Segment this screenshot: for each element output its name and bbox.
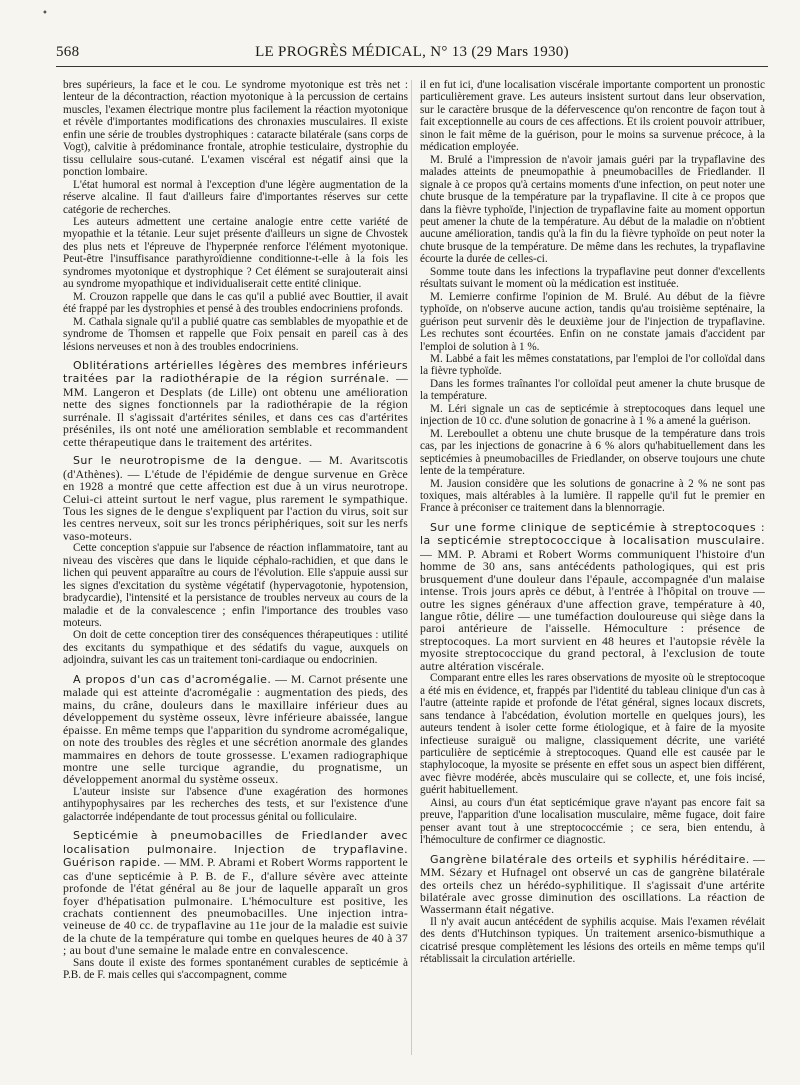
section-body: — MM. P. Abrami et Robert Worms rapportent le cas d'une septicémie à P. B. de F., d'allure sévère avec atteinte profonde de l'état général au 8e jour de laquelle apparaît un gros foyer d'hépatisation pulmonaire. L'hémoculture est positive, les crachats contiennent des pneumobacilles. Une injection intra-veineuse de 40 cc. de trypaflavine au 11e jour de la maladie est suivie de la chute de la température qui tombe en quelques heures de 40 à 37 ; au bout d'une semaine le malade entre en convalescence.	[63, 855, 408, 958]
section-body: — MM. Sézary et Hufnagel ont observé un cas de gangrène bilatérale des orteils chez un hérédo-syphilitique. Il s'agissait d'une artérite bilatérale avec grosse diminution des oscillations. La réaction de Wassermann était négative.	[420, 851, 765, 917]
body-paragraph: M. Brulé a l'impression de n'avoir jamais guéri par la trypaflavine des malades atteints de pneumopathie à pneumobacilles de Friedlander. Il signale à ce propos qu'à certains moments d'une infection, on peut noter une chute brusque de la température par la trypaflavine. Il cite à ce propos que dans la fièvre typhoïde, l'injection de trypaflavine faite au moment opportun peut amener la chute de la température. Au début de la maladie on n'obtient aucune amélioration, tandis qu'à la fin du la fièvre typhoïde on peut noter la chute brusque de la température. De même dans les rechutes, la trypaflavine écourte la durée de celles-ci.	[420, 153, 765, 266]
section-heading: Gangrène bilatérale des orteils et syphilis héréditaire.	[430, 852, 750, 866]
section-paragraph	[420, 521, 765, 672]
section-heading: Septicémie à pneumobacilles de Friedlander avec localisation pulmonaire. Injection de trypaflavine. Guérison rapide.	[63, 829, 408, 870]
running-title: LE PROGRÈS MÉDICAL, N° 13 (29 Mars 1930)	[255, 44, 569, 60]
body-paragraph: Les auteurs admettent une certaine analogie entre cette variété de myopathie et la tétanie. Leur sujet présente d'ailleurs un signe de Chvostek des plus nets et l'épreuve de l'hyperpnée renforce l'élément myotonique. Peut-être l'insuffisance parathyroïdienne conditionne-t-elle à la fois les syndromes myotonique et dystrophique ? Cet élément se surajouterait ainsi au syndrome myopathique et individualiserait cette entité clinique.	[63, 215, 408, 291]
body-paragraph: M. Cathala signale qu'il a publié quatre cas semblables de myopathie et de syndrome de Thomsen et rappelle que Foix pensait en pareil cas à des lésions nerveuses et non à des troubles endocriniens.	[63, 315, 408, 353]
body-paragraph: M. Lereboullet a obtenu une chute brusque de la température dans trois cas, par les injections de gonacrine à 6 % alors qu'habituellement dans les septicémies à pneumobacilles de Friedlander, on observe toujours une chute lente de la température.	[420, 427, 765, 478]
section-paragraph	[63, 359, 408, 448]
body-paragraph: M. Lemierre confirme l'opinion de M. Brulé. Au début de la fièvre typhoïde, on n'observe aucune action, tandis qu'au troisième septénaire, la guérison peut survenir dès le deuxième jour de l'injection de trypaflavine. Les rechutes sont écourtées. Enfin on ne constate jamais d'accident par l'emploi de solution à 1 %.	[420, 290, 765, 353]
body-paragraph: Sans doute il existe des formes spontanément curables de septicémie à P.B. de F. mais celles qui s'accompagnent, comme	[63, 956, 408, 982]
body-paragraph: L'auteur insiste sur l'absence d'une exagération des hormones antihypophysaires par les recherches des tests, et sur l'existence d'une galactorrée indépendante de tout processus génital ou folliculaire.	[63, 785, 408, 823]
body-paragraph: M. Léri signale un cas de septicémie à streptocoques dans lequel une injection de 10 cc. d'une solution de gonacrine à 1 % a amené la guérison.	[420, 402, 765, 428]
header-rule	[56, 66, 768, 67]
body-paragraph: M. Jausion considère que les solutions de gonacrine à 2 % ne sont pas toxiques, mais altérables à la lumière. Il rappelle qu'il fut le premier en France à préconiser ce traitement dans la blennorragie.	[420, 477, 765, 515]
body-paragraph: Cette conception s'appuie sur l'absence de réaction inflammatoire, tant au niveau des viscères que dans le liquide céphalo-rachidien, et que dans le lichen qui peuvent apparaître au cours de l'évolution. Elle s'appuie aussi sur les signes d'excitation du système végétatif (hypervagotonie, hypotension, bradycardie), l'intensité et la persistance de troubles nerveux au cours de la maladie et de la convalescence ; enfin l'importance des troubles vaso moteurs.	[63, 542, 408, 630]
body-paragraph: Ainsi, au cours d'un état septicémique grave n'ayant pas encore fait sa preuve, l'apparition d'une localisation musculaire, même fugace, doit faire penser avant tout à une streptococcémie ; ce sera, bien entendu, à l'hémoculture de confirmer ce diagnostic.	[420, 796, 765, 847]
section-heading: Sur une forme clinique de septicémie à streptocoques : la septicémie streptococcique à localisation musculaire.	[420, 520, 765, 548]
page-number: 568	[56, 44, 80, 60]
section-body: — M. Avaritscotis (d'Athènes). — L'étude de l'épidémie de dengue survenue en Grèce en 1928 a montré que cette affection est due à un virus neurotrope. Celui-ci atteint surtout le nerf vague, plus rarement le sympathique. Tous les signes de le dengue s'expliquent par l'action du virus, soit sur les centres nerveux, soit sur les troncs périphériques, soit sur les nerfs vaso-moteurs.	[63, 453, 408, 543]
section-heading: A propos d'un cas d'acromégalie.	[73, 672, 272, 686]
body-paragraph: Il n'y avait aucun antécédent de syphilis acquise. Mais l'examen révélait des dents d'Hutchinson typiques. Un traitement arsenico-bismuthique a cicatrisé presque complètement les lésions des orteils en même temps qu'il rétablissait la circulation artérielle.	[420, 915, 765, 966]
body-paragraph: Dans les formes traînantes l'or colloïdal peut amener la chute brusque de la température.	[420, 377, 765, 403]
body-paragraph: Somme toute dans les infections la trypaflavine peut donner d'excellents résultats suivant le moment où la médication est instituée.	[420, 265, 765, 291]
column-divider	[411, 80, 412, 1055]
section-body: — MM. P. Abrami et Robert Worms communiquent l'histoire d'un homme de 30 ans, sans antécédents pathologiques, qui est pris brusquement d'une douleur dans l'épaule, accompagnée d'un malaise intense. Trois jours après ce début, à l'entrée à l'hôpital on trouve — outre les signes généraux d'une affection grave, température à 40, langue rôtie, délire — une tuméfaction douloureuse qui siège dans la paroi antérieure de l'aisselle. Hémoculture : présence de streptocoques. La mort survient en 48 heures et l'autopsie révèle la myosite streptococcique du grand pectoral, à l'exclusion de toute autre altération viscérale.	[420, 546, 765, 673]
section-paragraph	[63, 673, 408, 786]
body-paragraph: On doit de cette conception tirer des conséquences thérapeutiques : utilité des excitants du sympathique et des sédatifs du vague, auxquels on adjoindra, suivant les cas un traitement toni-cardiaque ou endocrinien.	[63, 629, 408, 667]
body-paragraph: Comparant entre elles les rares observations de myosite où le streptocoque a été mis en évidence, et, frappés par l'identité du tableau clinique d'un cas à l'autre (atteinte rapide et profonde de l'état général, signes locaux discrets, sans tendance à l'abcédation, évolution mortelle en quelques jours), les auteurs tendent à isoler cette forme étiologique, et à faire de la myosite infectieuse suraiguë ou maligne, classiquement décrite, une variété particulière de septicémie à streptocoques. Quand elle est causée par le staphylocoque, la myosite se présente en effet sous un aspect bien différent, avec fièvre modérée, abcès musculaire qui se collecte, et, une fois incisé, guérit habituellement.	[420, 672, 765, 797]
left-column	[63, 79, 408, 982]
body-paragraph: M. Crouzon rappelle que dans le cas qu'il a publié avec Bouttier, il avait été frappé par les dystrophies et pensé à des troubles endocriniens profonds.	[63, 290, 408, 316]
section-heading: Sur le neurotropisme de la dengue.	[73, 454, 303, 468]
section-body: — MM. Langeron et Desplats (de Lille) ont obtenu une amélioration nette des signes fonctionnels par la radiothérapie de la région surrénale. Il s'agissait d'artérites séniles, et dans ces cas d'artérites préséniles, ils ont noté une amélioration semblable et recommandent cette thérapeutique dans le traitement des artérites.	[63, 371, 408, 449]
body-paragraph: M. Labbé a fait les mêmes constatations, par l'emploi de l'or colloïdal dans la fièvre typhoïde.	[420, 352, 765, 378]
body-paragraph: bres supérieurs, la face et le cou. Le syndrome myotonique est très net : lenteur de la décontraction, réaction myotonique à la percussion de certains muscles, l'examen électrique montre plus facilement la réaction myotonique et révèle d'importantes modifications des chronaxies musculaires. Il existe enfin une série de troubles dystrophiques : cataracte bilatérale (sans corps de Vogt), calvitie à prédominance frontale, atrophie testiculaire, dystrophie du tissu cellulaire sous-cutané. L'examen viscéral est négatif ainsi que la ponction lombaire.	[63, 79, 408, 179]
body-paragraph: il en fut ici, d'une localisation viscérale importante comportent un pronostic particulièrement grave. Les auteurs insistent surtout dans leur observation, sur le caractère brusque de la défervescence qu'on rencontre de façon tout à fait exceptionnelle au cours de ces affections. Et ils croient pouvoir attribuer, sinon le fait même de la guérison, pour le moins sa survenue précoce, à la médication employée.	[420, 79, 765, 154]
section-body: — M. Carnot présente une malade qui est atteinte d'acromégalie : augmentation des pieds, des mains, du crâne, douleurs dans le maxillaire inférieur dues au développement du système osseux, lèvre inférieure abaissée, langue épaisse. En même temps que l'apparition du syndrome acromégalique, on note des troubles des règles et une sécrétion anormale des glandes mammaires en dehors de toute grossesse. L'examen radiographique montre une selle turcique agrandie, du prognatisme, un développement anormal du système osseux.	[63, 671, 408, 787]
section-heading: Oblitérations artérielles légères des membres inférieurs traitées par la radiothérapie de la région surrénale.	[63, 358, 408, 386]
body-paragraph: L'état humoral est normal à l'exception d'une légère augmentation de la réserve alcaline. Il faut d'ailleurs faire d'importantes réserves sur cette catégorie de recherches.	[63, 178, 408, 216]
section-paragraph	[63, 454, 408, 542]
right-column	[420, 79, 765, 966]
margin-mark: •	[42, 8, 48, 19]
section-paragraph	[63, 829, 408, 957]
section-paragraph	[420, 853, 765, 916]
